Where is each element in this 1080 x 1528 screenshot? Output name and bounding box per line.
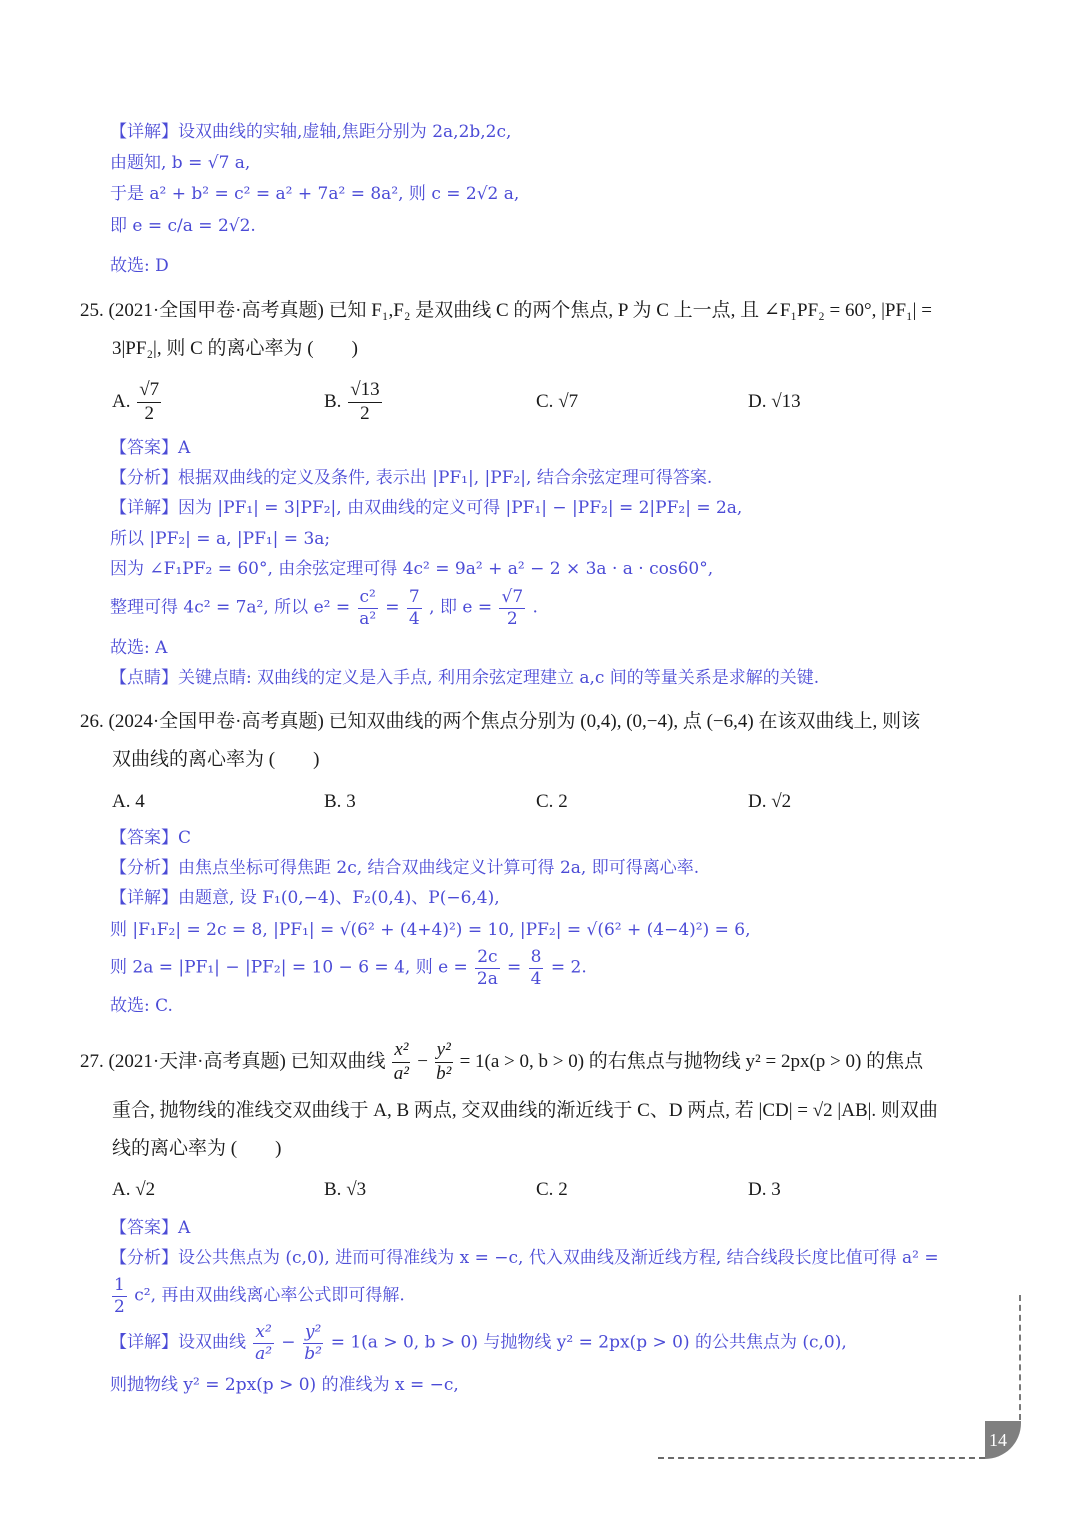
denominator: b² [304,1343,322,1364]
solution-choice: 故选: D [110,256,169,276]
fraction [358,588,378,628]
analysis: 【分析】根据双曲线的定义及条件, 表示出 |PF₁|, |PF₂|, 结合余弦定理可得答案. [110,468,713,488]
option-value: √2 [771,791,792,812]
option-value: 3 [771,1179,781,1200]
fraction [112,1276,127,1316]
option-d [748,392,801,411]
option-label: C. [536,391,554,412]
numerator: x² [255,1322,272,1342]
analysis: 【分析】设公共焦点为 (c,0), 进而可得准线为 x = −c, 代入双曲线及渐近线方程, 结合线段长度比值可得 a² = [110,1248,939,1268]
numerator: y² [304,1322,322,1342]
solution-detail-line: 【详解】因为 |PF₁| = 3|PF₂|, 由双曲线的定义可得 |PF₁| − |PF₂| = 2|PF₂| = 2a, [110,498,743,518]
option-value: √3 [346,1179,367,1200]
numerator: c² [359,587,376,607]
option-value: 2 [558,1179,568,1200]
option-label: A. [112,390,131,412]
text: = [385,597,400,618]
page-number: 14 [989,1429,1007,1450]
numerator: y² [435,1040,453,1063]
denominator: a² [393,1062,409,1084]
numerator: 8 [530,947,542,967]
fraction [435,1040,453,1085]
fraction [253,1323,273,1363]
question-27-stem-cont: 线的离心率为 ( ) [112,1138,282,1159]
text: . [532,597,538,618]
solution-detail-line [110,948,587,988]
page-border-vertical-dashed [1019,1295,1021,1420]
option-label: D. [748,391,767,412]
option-label: A. [112,1179,131,1200]
numerator: √13 [348,380,381,403]
denominator: 2 [506,608,518,629]
text: − [281,1332,296,1353]
option-b [324,1180,366,1199]
text: c², 再由双曲线离心率公式即可得解. [134,1285,405,1306]
solution-detail-line: 于是 a² + b² = c² = a² + 7a² = 8a², 则 c = 2√2 a, [110,184,520,204]
option-label: B. [324,791,342,812]
denominator: a² [359,608,377,629]
text: = 1(a > 0, b > 0) 与抛物线 y² = 2px(p > 0) 的公共焦点为 (c,0), [330,1332,847,1353]
fraction [392,1040,410,1085]
answer: 【答案】A [110,438,191,458]
text: 整理可得 4c² = 7a², 所以 e² = [110,597,351,618]
text: 27. (2021·天津·高考真题) 已知双曲线 [80,1050,386,1072]
option-value: √13 [771,391,801,412]
analysis: 【分析】由焦点坐标可得焦距 2c, 结合双曲线定义计算可得 2a, 即可得离心率. [110,858,700,878]
option-b [324,792,356,811]
denominator: a² [255,1343,273,1364]
fraction [348,380,381,425]
option-label: B. [324,1179,342,1200]
option-c [536,392,578,411]
fraction [407,588,422,628]
option-label: B. [324,390,342,412]
text: = 1(a > 0, b > 0) 的右焦点与抛物线 y² = 2px(p > 0) 的焦点 [459,1050,924,1072]
option-c [536,792,568,811]
option-b [324,380,384,425]
solution-detail-line: 【详解】设双曲线的实轴,虚轴,焦距分别为 2a,2b,2c, [110,122,512,142]
option-label: C. [536,1179,554,1200]
question-25-stem: 25. (2021·全国甲卷·高考真题) 已知 F₁,F₂ 是双曲线 C 的两个焦点, P 为 C 上一点, 且 ∠F₁PF₂ = 60°, |PF₁| = [80,300,932,321]
answer: 【答案】C [110,828,192,848]
solution-detail-line [110,588,538,628]
numerator: √7 [137,380,161,403]
option-label: D. [748,791,767,812]
denominator: 2 [360,402,370,424]
option-c [536,1180,568,1199]
page-number-badge [985,1421,1021,1459]
text: − [417,1050,428,1072]
option-d [748,1180,781,1199]
question-26-stem: 26. (2024·全国甲卷·高考真题) 已知双曲线的两个焦点分别为 (0,4), (0,−4), 点 (−6,4) 在该双曲线上, 则该 [80,711,920,732]
question-27-stem-cont: 重合, 抛物线的准线交双曲线于 A, B 两点, 交双曲线的渐近线于 C、D 两点, 若 |CD| = √2 |AB|. 则双曲 [112,1100,938,1121]
option-a [112,380,163,425]
solution-detail-line: 【详解】由题意, 设 F₁(0,−4)、F₂(0,4)、P(−6,4), [110,888,500,908]
answer: 【答案】A [110,1218,191,1238]
option-a [112,792,145,811]
fraction [137,380,161,425]
numerator: 2c [477,947,498,967]
denominator: 2 [144,402,154,424]
text: 【详解】设双曲线 [110,1332,246,1353]
option-label: A. [112,791,131,812]
solution-detail-line: 则抛物线 y² = 2px(p > 0) 的准线为 x = −c, [110,1375,459,1395]
numerator: x² [392,1040,410,1063]
comment: 【点睛】关键点睛: 双曲线的定义是入手点, 利用余弦定理建立 a,c 间的等量关系是求解的关键. [110,668,820,688]
solution-detail-line: 即 e = c/a = 2√2. [110,216,256,236]
text: = 2. [550,957,587,978]
option-label: C. [536,791,554,812]
option-value: 2 [558,791,568,812]
text: , 即 e = [429,597,493,618]
option-a [112,1180,155,1199]
denominator: b² [436,1062,452,1084]
numerator: 1 [114,1275,125,1295]
fraction [499,588,525,628]
option-value: √7 [558,391,579,412]
text: 则 2a = |PF₁| − |PF₂| = 10 − 6 = 4, 则 e = [110,957,468,978]
analysis-cont [110,1276,405,1316]
text: = [506,957,522,978]
page-border-horizontal-dashed [658,1457,985,1459]
solution-detail-line: 所以 |PF₂| = a, |PF₁| = 3a; [110,529,331,549]
option-value: √2 [135,1179,156,1200]
solution-choice: 故选: A [110,638,168,658]
solution-detail-line [110,1323,847,1363]
option-d [748,792,791,811]
fraction [303,1323,323,1363]
denominator: 4 [408,608,420,629]
question-26-stem-cont: 双曲线的离心率为 ( ) [112,749,320,770]
solution-choice: 故选: C. [110,996,173,1016]
fraction [529,948,544,988]
solution-detail-line: 由题知, b = √7 a, [110,153,251,173]
denominator: 4 [530,968,542,989]
option-value: 3 [346,791,356,812]
fraction [475,948,499,988]
question-25-stem-cont: 3|PF₂|, 则 C 的离心率为 ( ) [112,338,358,359]
numerator: √7 [501,587,524,607]
solution-detail-line: 则 |F₁F₂| = 2c = 8, |PF₁| = √(6² + (4+4)²) = 10, |PF₂| = √(6² + (4−4)²) = 6, [110,920,751,940]
denominator: 2 [114,1296,125,1317]
solution-detail-line: 因为 ∠F₁PF₂ = 60°, 由余弦定理可得 4c² = 9a² + a² − 2 × 3a · a · cos60°, [110,559,714,579]
question-27-stem [80,1040,923,1085]
option-label: D. [748,1179,767,1200]
numerator: 7 [408,587,420,607]
denominator: 2a [476,968,498,989]
option-value: 4 [135,791,145,812]
